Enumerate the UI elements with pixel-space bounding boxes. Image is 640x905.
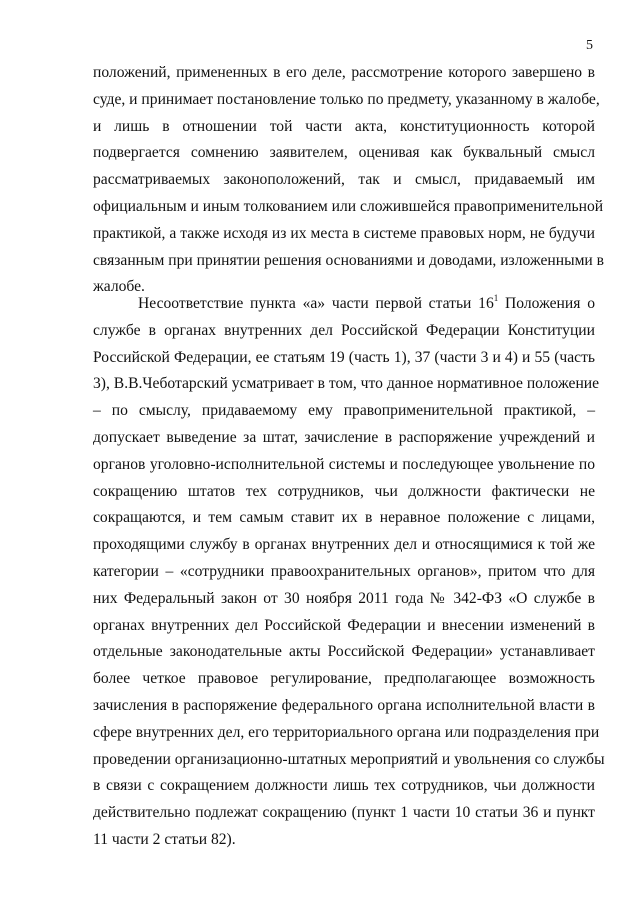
text-line: суде, и принимает постановление только по предмету, указанному в жалобе, [93,90,600,108]
text-line: рассматриваемых законоположений, так и смысл, придаваемый им [93,171,595,189]
text-line: органов уголовно-исполнительной системы и последующее увольнение по [93,455,595,473]
text-line: них Федеральный закон от 30 ноября 2011 года № 342-ФЗ «О службе в [93,589,595,607]
text-line: службе в органах внутренних дел Российской Федерации Конституции [93,321,595,339]
text-line: и лишь в отношении той части акта, конституционность которой [93,117,595,135]
text-line: в связи с сокращением должности лишь тех сотрудников, чьи должности [93,777,595,795]
text-line: – по смыслу, придаваемому ему правоприменительной практикой, – [93,402,595,420]
text-line: 3), В.В.Чеботарский усматривает в том, что данное нормативное положение [93,375,600,393]
text-line: связанным при принятии решения основаниями и доводами, изложенными в [93,251,605,269]
text-line: сфере внутренних дел, его территориального органа или подразделения при [93,723,600,741]
text-line: сокращаются, и тем самым ставит их в неравное положение с лицами, [93,509,595,527]
text-line: органах внутренних дел Российской Федерации и внесении изменений в [93,616,595,634]
article-superscript: 1 [493,292,499,303]
text-line: сокращению штатов тех сотрудников, чьи должности фактически не [93,482,595,500]
text-fragment: Положения о [498,295,595,312]
text-fragment: Несоответствие пункта «а» части первой статьи 16 [138,295,494,312]
paragraph-nonconformity [93,291,605,854]
text-line: 11 части 2 статьи 82). [93,830,236,848]
text-line: жалобе. [93,278,145,296]
text-line: зачисления в распоряжение федерального органа исполнительной власти в [93,696,595,714]
text-line: отдельные законодательные акты Российской Федерации» устанавливает [93,643,595,661]
text-line: проведении организационно-штатных мероприятий и увольнения со службы [93,750,605,768]
text-line-first [93,291,595,318]
text-line: практикой, а также исходя из их места в системе правовых норм, не будучи [93,224,595,242]
text-line: категории – «сотрудники правоохранительных органов», притом что для [93,562,595,580]
text-line: проходящими службу в органах внутренних дел и относящимися к той же [93,536,595,554]
text-line: положений, примененных в его деле, рассмотрение которого завершено в [93,64,595,81]
text-line: подвергается сомнению заявителем, оценивая как буквальный смысл [93,144,595,162]
paragraph-continuation [93,60,605,301]
page-number: 5 [586,38,593,53]
text-line: Российской Федерации, ее статьям 19 (часть 1), 37 (части 3 и 4) и 55 (часть [93,348,595,366]
text-line: более четкое правовое регулирование, предполагающее возможность [93,670,595,688]
text-line: допускает выведение за штат, зачисление в распоряжение учреждений и [93,428,595,446]
text-line: официальным и иным толкованием или сложившейся правоприменительной [93,197,604,215]
text-line: действительно подлежат сокращению (пункт 1 части 10 статьи 36 и пункт [93,804,595,822]
